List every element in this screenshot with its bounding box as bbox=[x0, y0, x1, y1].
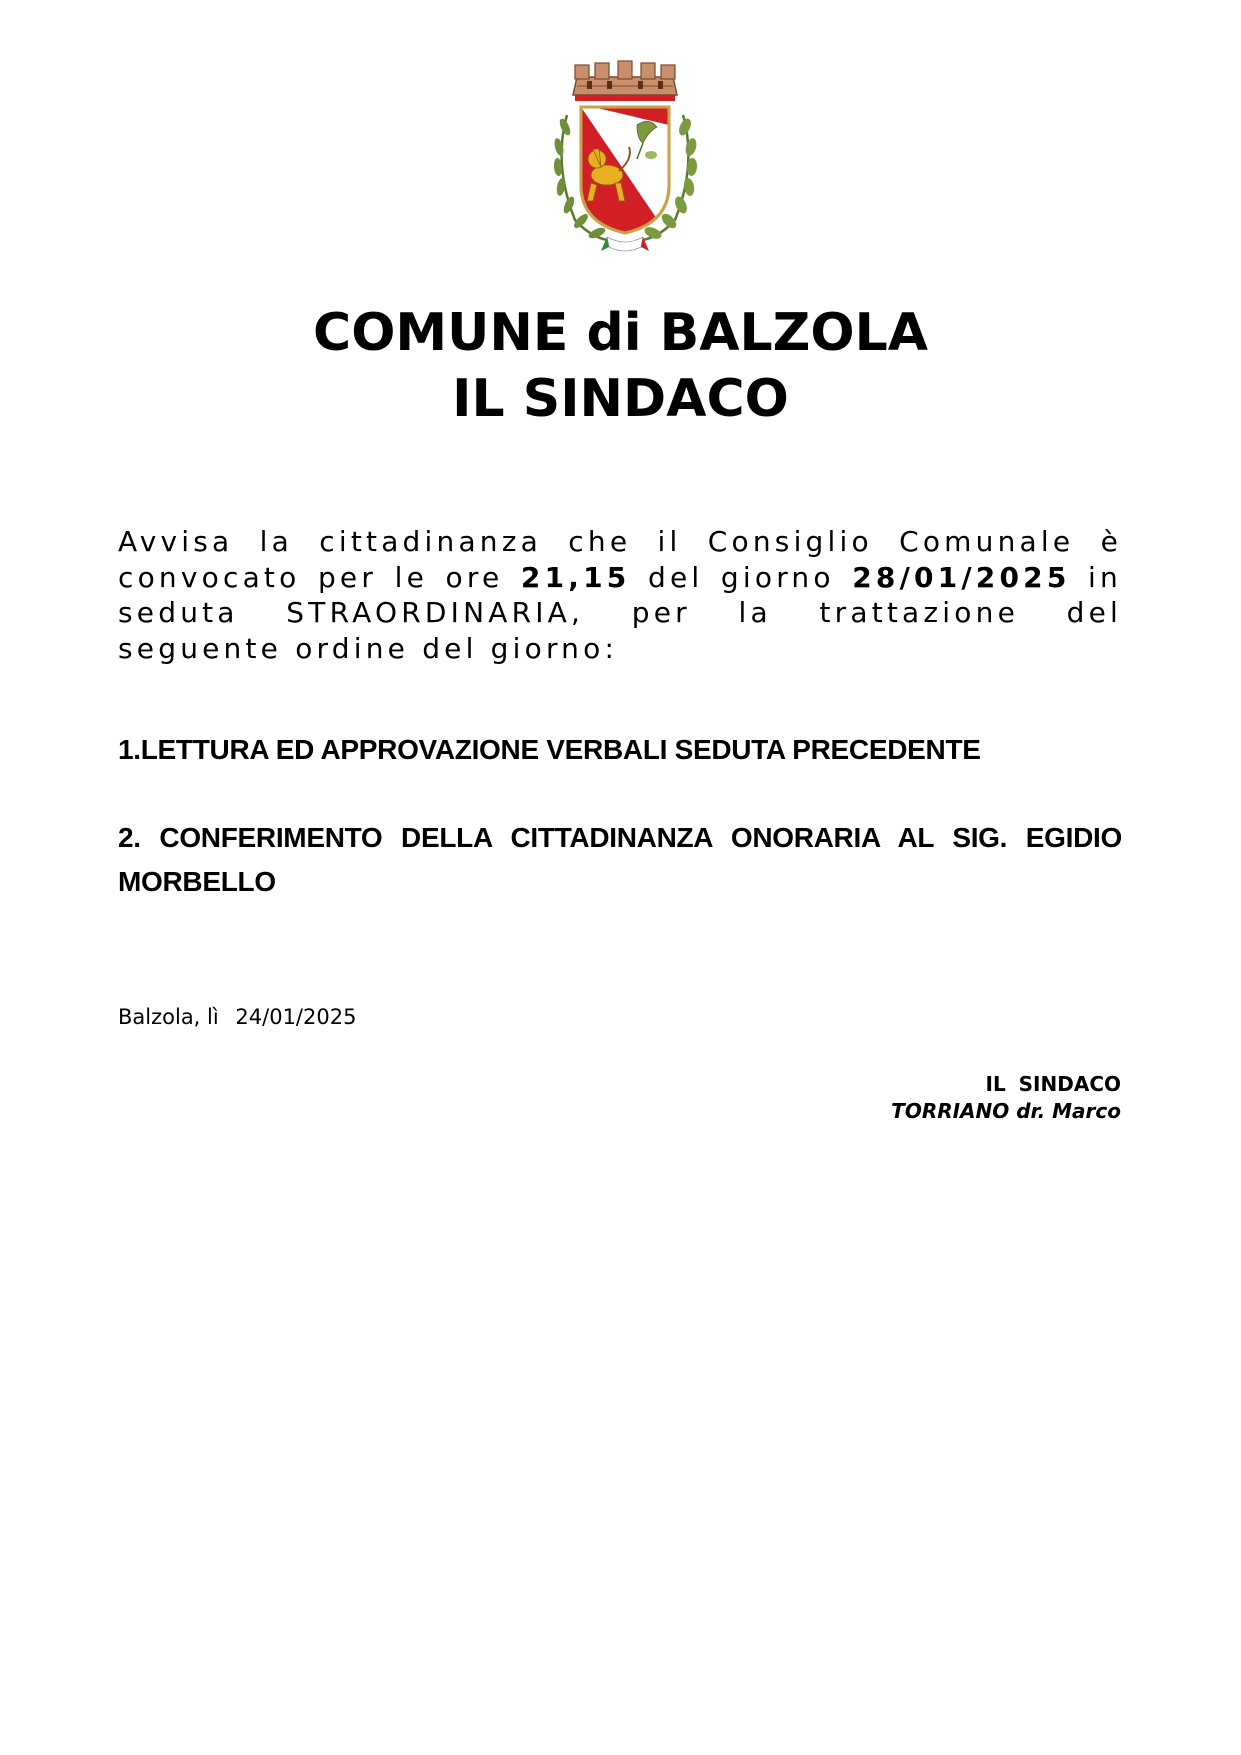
page-subtitle: IL SINDACO bbox=[452, 369, 789, 429]
place-label: Balzola, lì bbox=[118, 1005, 219, 1029]
place-and-date bbox=[118, 1003, 356, 1031]
agenda-item: 2. CONFERIMENTO DELLA CITTADINANZA ONORARIA AL SIG. EGIDIO MORBELLO bbox=[118, 822, 1122, 897]
municipal-coat-of-arms-icon bbox=[545, 55, 705, 255]
notice-text-3: in seduta STRAORDINARIA, per la trattazione del seguente ordine del giorno: bbox=[118, 560, 1122, 665]
issue-date: 24/01/2025 bbox=[235, 1005, 357, 1029]
signatory-name: TORRIANO dr. Marco bbox=[891, 1099, 1121, 1123]
agenda-item: 1.LETTURA ED APPROVAZIONE VERBALI SEDUTA PRECEDENTE bbox=[118, 734, 981, 765]
page-title: COMUNE di BALZOLA bbox=[313, 303, 928, 363]
tricolor-ribbon-icon bbox=[601, 237, 649, 251]
notice-text-2: del giorno bbox=[630, 560, 853, 594]
mural-crown-icon bbox=[573, 61, 677, 101]
meeting-date: 28/01/2025 bbox=[852, 560, 1071, 594]
shield-icon bbox=[581, 107, 669, 233]
signatory-role: IL SINDACO bbox=[985, 1072, 1121, 1096]
signature-block bbox=[891, 1071, 1121, 1125]
notice-paragraph bbox=[118, 524, 1122, 666]
notice-text-1: Avvisa la cittadinanza che il Consiglio Comunale è convocato per le ore bbox=[118, 525, 1122, 594]
meeting-time: 21,15 bbox=[520, 560, 631, 594]
